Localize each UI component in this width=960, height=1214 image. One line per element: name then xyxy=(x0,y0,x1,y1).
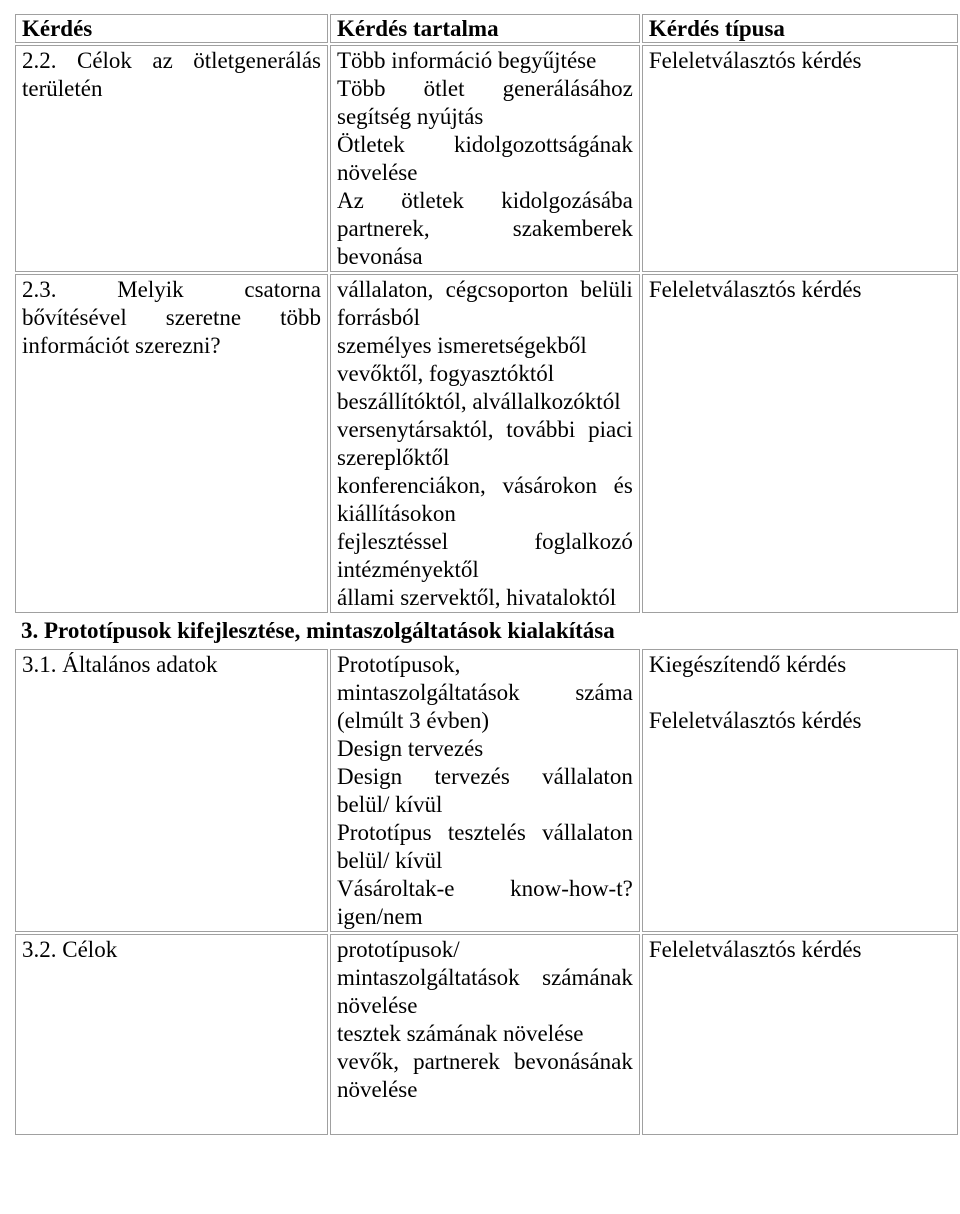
content-line: tesztek számának növelése xyxy=(337,1021,584,1046)
content-line: vállalaton, cégcsoporton belüli forrásból xyxy=(337,277,633,330)
header-type: Kérdés típusa xyxy=(642,14,958,43)
content-line: Vásároltak-e know-how-t? igen/nem xyxy=(337,876,633,929)
question-table xyxy=(13,12,960,1137)
content-cell xyxy=(330,649,640,932)
table-row xyxy=(15,934,958,1135)
content-line: versenytársaktól, további piaci szereplőktől xyxy=(337,417,633,470)
content-line: prototípusok/ mintaszolgáltatások számának növelése xyxy=(337,937,633,1018)
table-row xyxy=(15,274,958,613)
table-row xyxy=(15,45,958,272)
content-line: Prototípus tesztelés vállalaton belül/ kívül xyxy=(337,820,633,873)
content-line: Prototípusok, mintaszolgáltatások száma (elmúlt 3 évben) xyxy=(337,652,633,733)
question-cell: 3.2. Célok xyxy=(15,934,328,1135)
type-cell xyxy=(642,649,958,932)
document-page xyxy=(13,12,960,1137)
content-cell xyxy=(330,934,640,1135)
content-line: konferenciákon, vásárokon és kiállításokon xyxy=(337,473,633,526)
content-line: Több ötlet generálásához segítség nyújtás xyxy=(337,76,633,129)
header-question: Kérdés xyxy=(15,14,328,43)
section-title: 3. Prototípusok kifejlesztése, mintaszolgáltatások kialakítása xyxy=(21,618,615,643)
section-row xyxy=(15,615,958,647)
header-content: Kérdés tartalma xyxy=(330,14,640,43)
type-cell: Feleletválasztós kérdés xyxy=(642,45,958,272)
question-cell: 3.1. Általános adatok xyxy=(15,649,328,932)
type-cell: Feleletválasztós kérdés xyxy=(642,274,958,613)
content-line: Design tervezés vállalaton belül/ kívül xyxy=(337,764,633,817)
content-line: Több információ begyűjtése xyxy=(337,48,597,73)
content-line: Az ötletek kidolgozásába partnerek, szakemberek bevonása xyxy=(337,188,633,269)
question-cell: 2.2. Célok az ötletgenerálás területén xyxy=(15,45,328,272)
content-line: állami szervektől, hivataloktól xyxy=(337,585,617,610)
table-row xyxy=(15,649,958,932)
content-line: beszállítóktól, alvállalkozóktól xyxy=(337,389,621,414)
type-cell: Feleletválasztós kérdés xyxy=(642,934,958,1135)
content-line: vevőktől, fogyasztóktól xyxy=(337,361,555,386)
content-cell xyxy=(330,45,640,272)
content-line: fejlesztéssel foglalkozó intézményektől xyxy=(337,529,633,582)
type-line: Kiegészítendő kérdés xyxy=(648,652,847,677)
content-line: vevők, partnerek bevonásának növelése xyxy=(337,1049,633,1102)
content-line: Design tervezés xyxy=(337,736,484,761)
type-spacer xyxy=(649,679,951,707)
content-cell xyxy=(330,274,640,613)
table-header-row xyxy=(15,14,958,43)
content-line: személyes ismeretségekből xyxy=(337,333,587,358)
type-line: Feleletválasztós kérdés xyxy=(648,708,862,733)
question-cell: 2.3. Melyik csatorna bővítésével szeretne több információt szerezni? xyxy=(15,274,328,613)
content-line: Ötletek kidolgozottságának növelése xyxy=(337,132,633,185)
